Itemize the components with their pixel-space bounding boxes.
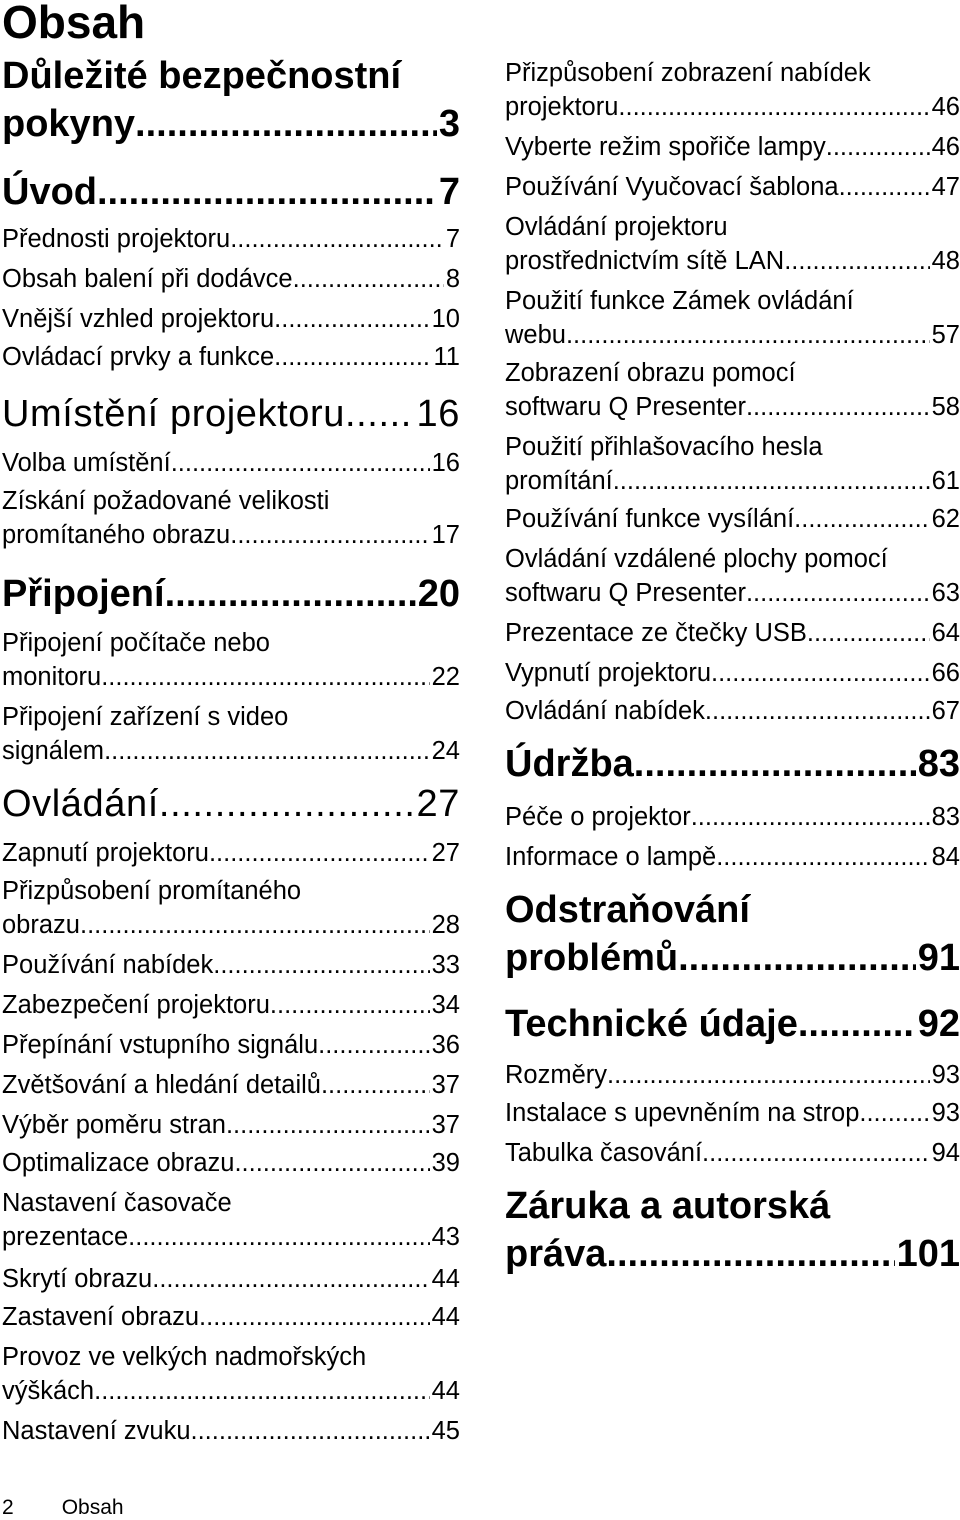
toc-page-number: 46 — [931, 93, 960, 121]
toc-entry[interactable] — [2, 262, 460, 296]
toc-entry-title: Přednosti projektoru — [2, 225, 231, 253]
toc-page-number: 63 — [931, 579, 960, 607]
toc-entry[interactable] — [505, 840, 960, 874]
toc-entry-title-line: Záruka a autorská — [505, 1185, 831, 1227]
toc-page-number: 27 — [431, 839, 460, 867]
toc-page-number: 93 — [931, 1099, 960, 1127]
toc-page-number: 101 — [896, 1233, 960, 1275]
toc-leader-dots — [234, 1146, 429, 1180]
toc-entry-title: promítaného obrazu — [2, 521, 231, 549]
toc-entry-title-line: Ovládání vzdálené plochy pomocí — [505, 545, 888, 573]
toc-entry-title-line: Odstraňování — [505, 889, 750, 931]
toc-entry[interactable] — [2, 52, 460, 148]
toc-entry[interactable] — [505, 170, 960, 204]
toc-page-number: 39 — [431, 1149, 460, 1177]
toc-entry[interactable] — [2, 700, 460, 768]
toc-leader-dots — [191, 1414, 430, 1448]
toc-entry-title-line: Zobrazení obrazu pomocí — [505, 359, 796, 387]
toc-page-number: 46 — [931, 133, 960, 161]
toc-page-number: 16 — [431, 449, 460, 477]
toc-leader-dots — [839, 170, 930, 204]
toc-page-number: 28 — [431, 911, 460, 939]
toc-entry-title: Nastavení zvuku — [2, 1417, 191, 1445]
page-title: Obsah — [2, 0, 146, 48]
toc-entry-title-line: Použití funkce Zámek ovládání — [505, 287, 854, 315]
toc-entry[interactable] — [505, 694, 960, 728]
toc-entry-title: Ovládání — [2, 783, 159, 825]
toc-leader-dots — [135, 100, 437, 148]
toc-leader-dots — [716, 840, 929, 874]
toc-entry[interactable] — [2, 1068, 460, 1102]
toc-entry-title-line: Připojení počítače nebo — [2, 629, 270, 657]
toc-entry[interactable] — [505, 56, 960, 124]
toc-entry-title-line: Přizpůsobení zobrazení nabídek — [505, 59, 871, 87]
toc-entry-title: Zvětšování a hledání detailů — [2, 1071, 321, 1099]
toc-entry[interactable] — [2, 446, 460, 480]
toc-leader-dots — [80, 908, 430, 942]
toc-entry-title: Ovládací prvky a funkce — [2, 343, 275, 371]
toc-entry-title: monitoru — [2, 663, 102, 691]
toc-entry-title: Tabulka časování — [505, 1139, 703, 1167]
toc-entry[interactable] — [2, 1028, 460, 1062]
toc-entry-title: Umístění projektoru — [2, 393, 345, 435]
toc-leader-dots — [101, 660, 429, 694]
toc-entry[interactable] — [505, 656, 960, 690]
toc-entry-title: webu — [505, 321, 566, 349]
toc-page-number: 91 — [917, 937, 960, 979]
toc-entry[interactable] — [505, 616, 960, 650]
toc-page-number: 3 — [438, 103, 460, 145]
toc-entry-title-line: Získání požadované velikosti — [2, 487, 330, 515]
toc-leader-dots — [607, 1058, 930, 1092]
toc-entry-title: Používání Vyučovací šablona — [505, 173, 839, 201]
toc-leader-dots — [213, 948, 429, 982]
toc-leader-dots — [230, 518, 429, 552]
toc-entry[interactable] — [505, 800, 960, 834]
toc-entry-title: Instalace s upevněním na strop — [505, 1099, 860, 1127]
toc-entry[interactable] — [505, 1096, 960, 1130]
toc-page-number: 44 — [431, 1377, 460, 1405]
toc-entry-title: Výběr poměru stran — [2, 1111, 226, 1139]
toc-entry[interactable] — [505, 740, 960, 788]
toc-page-number: 44 — [431, 1265, 460, 1293]
toc-page-number: 22 — [431, 663, 460, 691]
toc-leader-dots — [321, 1068, 430, 1102]
toc-entry-title: Přepínání vstupního signálu — [2, 1031, 319, 1059]
toc-leader-dots — [104, 734, 430, 768]
toc-entry-title: Používání funkce vysílání — [505, 505, 795, 533]
toc-entry-title-line: Ovládání projektoru — [505, 213, 728, 241]
toc-entry-title: práva — [505, 1233, 607, 1275]
toc-entry-title: Vnější vzhled projektoru — [2, 305, 275, 333]
toc-page-number: 37 — [431, 1111, 460, 1139]
toc-page-number: 58 — [931, 393, 960, 421]
page-footer — [2, 1496, 124, 1520]
toc-entry-title-line: Důležité bezpečnostní — [2, 55, 402, 97]
toc-leader-dots — [691, 800, 930, 834]
toc-page-number: 20 — [417, 573, 460, 615]
toc-entry[interactable] — [2, 570, 460, 618]
toc-leader-dots — [159, 780, 415, 828]
toc-leader-dots — [784, 244, 929, 278]
toc-leader-dots — [711, 656, 930, 690]
toc-entry-title: Připojení — [2, 573, 165, 615]
toc-leader-dots — [274, 302, 429, 336]
footer-title: Obsah — [61, 1496, 124, 1519]
toc-leader-dots — [199, 1300, 430, 1334]
toc-page-number: 64 — [931, 619, 960, 647]
toc-entry-title-line: Provoz ve velkých nadmořských — [2, 1343, 367, 1371]
toc-entry[interactable] — [2, 222, 460, 256]
toc-leader-dots — [230, 222, 444, 256]
toc-entry[interactable] — [2, 626, 460, 694]
toc-page-number: 44 — [431, 1303, 460, 1331]
toc-page-number: 34 — [431, 991, 460, 1019]
toc-entry-title: Informace o lampě — [505, 843, 717, 871]
toc-entry-title: Skrytí obrazu — [2, 1265, 153, 1293]
toc-entry[interactable] — [505, 430, 960, 498]
toc-entry-title-line: Použití přihlašovacího hesla — [505, 433, 823, 461]
toc-leader-dots — [702, 1136, 930, 1170]
toc-entry-title: softwaru Q Presenter — [505, 579, 746, 607]
toc-page-number: 94 — [931, 1139, 960, 1167]
toc-entry-title: Používání nabídek — [2, 951, 214, 979]
toc-entry-title: problémů — [505, 937, 679, 979]
toc-entry[interactable] — [2, 1414, 460, 1448]
toc-entry-title: výškách — [2, 1377, 95, 1405]
toc-page-number: 84 — [931, 843, 960, 871]
toc-leader-dots — [807, 616, 930, 650]
toc-page-number: 7 — [438, 171, 460, 213]
toc-leader-dots — [171, 446, 430, 480]
toc-page-number: 66 — [931, 659, 960, 687]
toc-entry[interactable] — [2, 1146, 460, 1180]
toc-leader-dots — [152, 1262, 429, 1296]
toc-leader-dots — [318, 1028, 429, 1062]
toc-entry[interactable] — [2, 1300, 460, 1334]
toc-entry[interactable] — [2, 302, 460, 336]
toc-page-number: 27 — [416, 783, 460, 825]
toc-page-number: 83 — [931, 803, 960, 831]
toc-leader-dots — [94, 1374, 430, 1408]
toc-page-number: 36 — [431, 1031, 460, 1059]
toc-entry-title: Volba umístění — [2, 449, 171, 477]
toc-entry[interactable] — [2, 484, 460, 552]
toc-leader-dots — [705, 694, 930, 728]
toc-page-number: 48 — [931, 247, 960, 275]
toc-page-number: 24 — [431, 737, 460, 765]
toc-leader-dots — [566, 318, 930, 352]
toc-leader-dots — [746, 576, 930, 610]
toc-entry-title-line: Nastavení časovače — [2, 1189, 232, 1217]
toc-page-number: 17 — [431, 521, 460, 549]
toc-page-number: 45 — [431, 1417, 460, 1445]
toc-entry[interactable] — [2, 340, 460, 374]
toc-leader-dots — [97, 168, 437, 216]
toc-entry[interactable] — [2, 988, 460, 1022]
toc-page-number: 37 — [431, 1071, 460, 1099]
toc-leader-dots — [606, 1230, 894, 1278]
toc-entry[interactable] — [2, 836, 460, 870]
toc-page-number: 10 — [431, 305, 460, 333]
toc-leader-dots — [209, 836, 430, 870]
toc-leader-dots — [618, 90, 929, 124]
toc-entry-title: Zapnutí projektoru — [2, 839, 209, 867]
toc-page-number: 43 — [431, 1223, 460, 1251]
toc-entry[interactable] — [505, 886, 960, 982]
toc-entry-title: Údržba — [505, 743, 634, 785]
toc-leader-dots — [798, 1000, 916, 1048]
toc-leader-dots — [746, 390, 930, 424]
toc-leader-dots — [165, 570, 416, 618]
toc-leader-dots — [270, 988, 430, 1022]
toc-entry[interactable] — [505, 356, 960, 424]
toc-entry-title: Úvod — [2, 171, 97, 213]
toc-leader-dots — [345, 390, 415, 438]
toc-page-number: 7 — [445, 225, 460, 253]
toc-entry-title: Zastavení obrazu — [2, 1303, 200, 1331]
toc-entry[interactable] — [505, 542, 960, 610]
toc-page-number: 93 — [931, 1061, 960, 1089]
toc-entry-title: prostřednictvím sítě LAN — [505, 247, 785, 275]
toc-entry[interactable] — [505, 1000, 960, 1048]
toc-entry[interactable] — [2, 948, 460, 982]
toc-entry[interactable] — [505, 1136, 960, 1170]
toc-page-number: 57 — [931, 321, 960, 349]
toc-entry-title: Technické údaje — [505, 1003, 798, 1045]
toc-entry-title: Optimalizace obrazu — [2, 1149, 235, 1177]
footer-page-number: 2 — [2, 1496, 14, 1519]
toc-entry-title-line: Přizpůsobení promítaného — [2, 877, 302, 905]
toc-entry-title: projektoru — [505, 93, 619, 121]
toc-leader-dots — [613, 464, 930, 498]
toc-page-number: 61 — [931, 467, 960, 495]
toc-entry[interactable] — [2, 780, 460, 828]
toc-entry[interactable] — [2, 390, 460, 438]
toc-entry-title: Vyberte režim spořiče lampy — [505, 133, 826, 161]
toc-page-number: 92 — [917, 1003, 960, 1045]
toc-entry-title: obrazu — [2, 911, 80, 939]
toc-entry-title: Prezentace ze čtečky USB — [505, 619, 807, 647]
toc-leader-dots — [794, 502, 929, 536]
toc-entry-title: Ovládání nabídek — [505, 697, 705, 725]
toc-entry[interactable] — [2, 874, 460, 942]
toc-entry[interactable] — [2, 1262, 460, 1296]
toc-entry[interactable] — [505, 1182, 960, 1278]
toc-leader-dots — [678, 934, 916, 982]
toc-entry[interactable] — [2, 1340, 460, 1408]
toc-entry-title: Obsah balení při dodávce — [2, 265, 293, 293]
toc-page-number: 11 — [433, 343, 460, 371]
toc-page-number: 67 — [931, 697, 960, 725]
toc-entry[interactable] — [2, 168, 460, 216]
toc-entry[interactable] — [2, 1186, 460, 1254]
toc-entry-title: promítání — [505, 467, 613, 495]
toc-entry[interactable] — [505, 502, 960, 536]
toc-page-number: 47 — [931, 173, 960, 201]
toc-entry[interactable] — [2, 1108, 460, 1142]
toc-leader-dots — [128, 1220, 429, 1254]
toc-leader-dots — [826, 130, 930, 164]
toc-entry[interactable] — [505, 130, 960, 164]
toc-entry-title: softwaru Q Presenter — [505, 393, 746, 421]
toc-entry[interactable] — [505, 210, 960, 278]
toc-leader-dots — [274, 340, 431, 374]
toc-entry-title: Vypnutí projektoru — [505, 659, 712, 687]
toc-entry-title: Zabezpečení projektoru — [2, 991, 270, 1019]
toc-entry[interactable] — [505, 284, 960, 352]
toc-page-number: 33 — [431, 951, 460, 979]
toc-entry-title-line: Připojení zařízení s video — [2, 703, 289, 731]
toc-page-number: 8 — [445, 265, 460, 293]
toc-leader-dots — [293, 262, 444, 296]
toc-entry-title: Rozměry — [505, 1061, 608, 1089]
toc-page-number: 16 — [416, 393, 460, 435]
toc-leader-dots — [634, 740, 916, 788]
toc-entry-title: signálem — [2, 737, 105, 765]
toc-entry-title: Péče o projektor — [505, 803, 691, 831]
toc-entry-title: pokyny — [2, 103, 136, 145]
toc-entry[interactable] — [505, 1058, 960, 1092]
toc-page-number: 83 — [917, 743, 960, 785]
toc-leader-dots — [859, 1096, 929, 1130]
toc-leader-dots — [226, 1108, 430, 1142]
toc-page-number: 62 — [931, 505, 960, 533]
toc-entry-title: prezentace — [2, 1223, 129, 1251]
